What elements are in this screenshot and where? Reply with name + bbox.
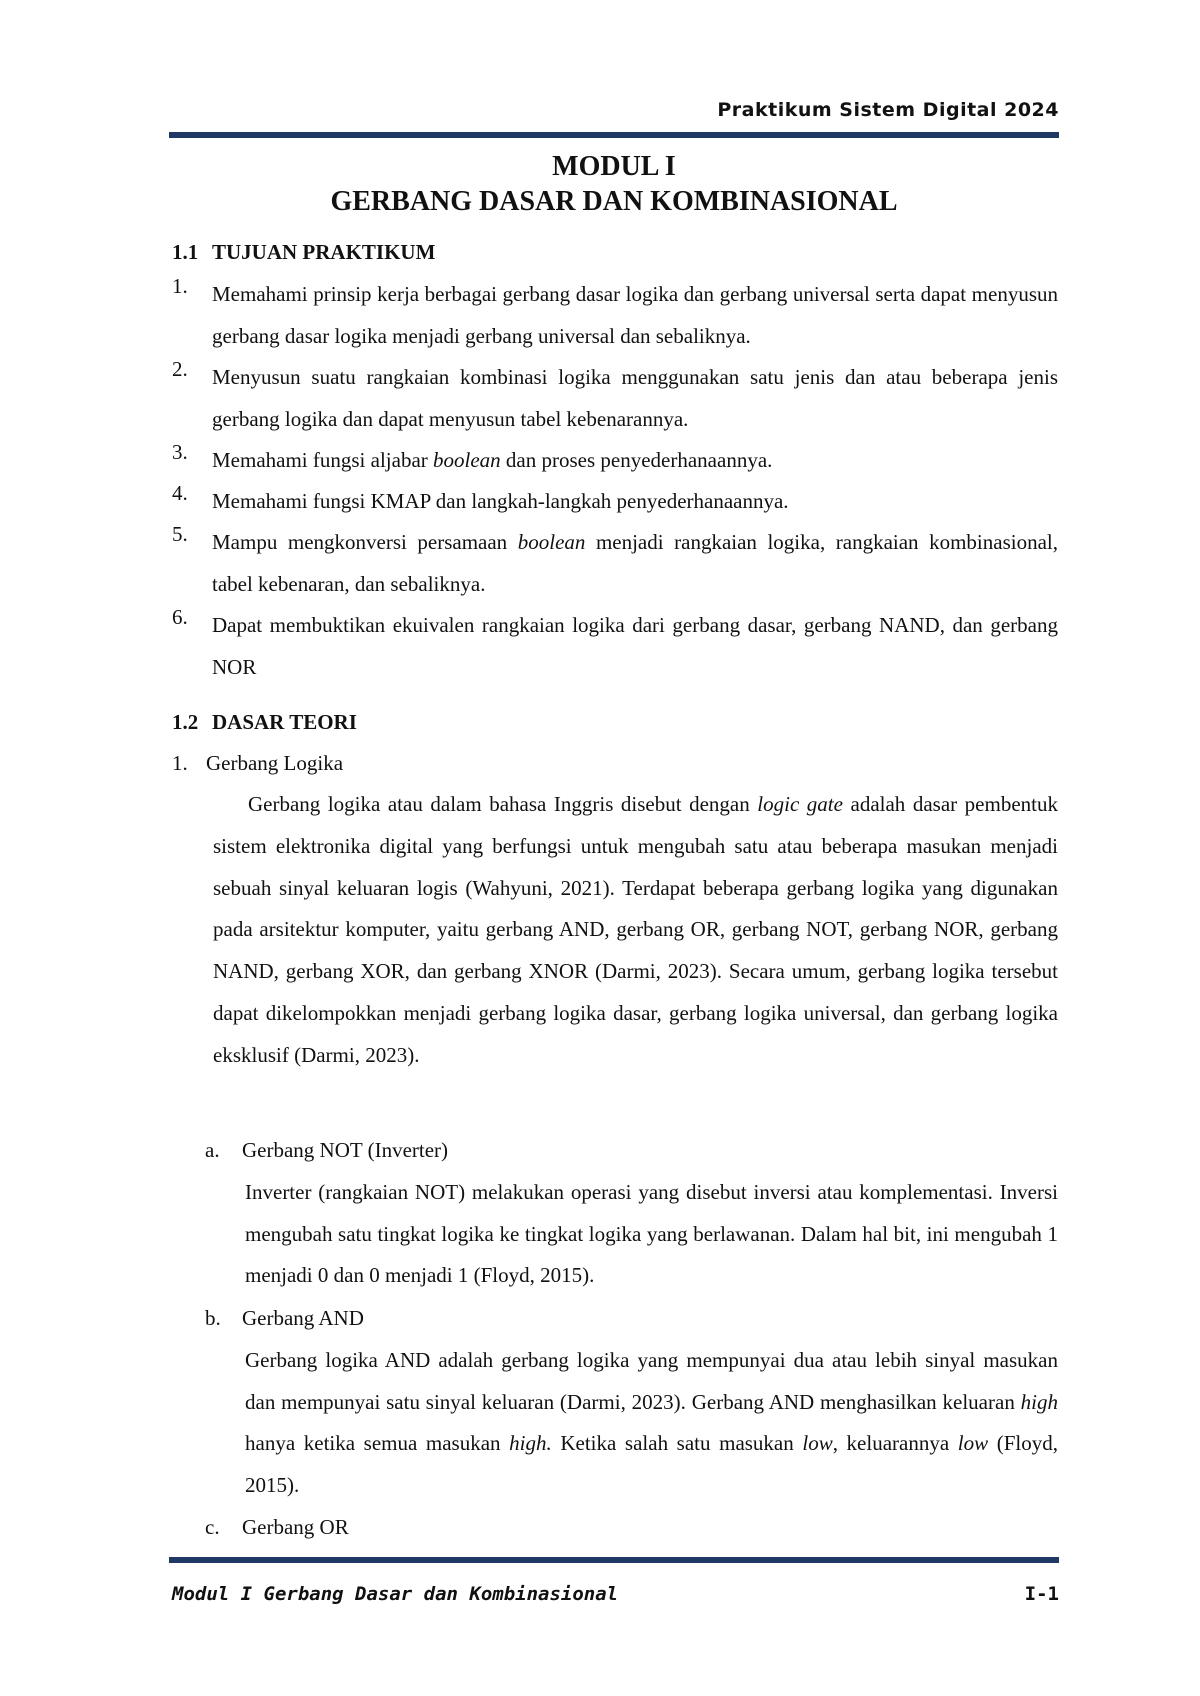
or-gate-heading: c. Gerbang OR [205,1515,349,1539]
page-number: I-1 [1024,1583,1059,1605]
running-header: Praktikum Sistem Digital 2024 [717,99,1059,121]
section-heading-tujuan [172,240,435,265]
and-gate-heading: b. Gerbang AND [205,1306,364,1330]
not-gate-paragraph: Inverter (rangkaian NOT) melakukan operasi yang disebut inversi atau komplementasi. Inversi mengubah satu tingkat logika ke tingkat logika yang berlawanan. Dalam hal bit, ini mengubah 1 menjadi 0 dan 0 menjadi 1 (Floyd, 2015). [245,1180,1058,1287]
module-subtitle: GERBANG DASAR DAN KOMBINASIONAL [330,186,898,217]
subsection-heading: 1. Gerbang Logika [172,751,344,775]
intro-paragraph: Gerbang logika atau dalam bahasa Inggris disebut dengan logic gate adalah dasar pembentuk sistem elektronika digital yang berfungsi untuk mengubah satu atau beberapa masukan menjadi sebuah sinyal keluaran logis (Wahyuni, 2021). Terdapat beberapa gerbang logika yang digunakan pada arsitektur komputer, yaitu gerbang AND, gerbang OR, gerbang NOT, gerbang NOR, gerbang NAND, gerbang XOR, dan gerbang XNOR (Darmi, 2023). Secara umum, gerbang logika tersebut dapat dikelompokkan menjadi gerbang logika dasar, gerbang logika universal, dan gerbang logika eksklusif (Darmi, 2023). [213,792,1058,1067]
section-heading-dasar-teori [172,710,357,735]
footer-module-title: Modul I Gerbang Dasar dan Kombinasional [172,1583,619,1605]
section-number: 1.2 [172,710,199,734]
section-title: TUJUAN PRAKTIKUM [212,240,436,264]
module-title: MODUL I [552,151,676,182]
and-gate-paragraph: Gerbang logika AND adalah gerbang logika yang mempunyai dua atau lebih sinyal masukan dan mempunyai satu sinyal keluaran (Darmi, 2023). Gerbang AND menghasilkan keluaran high hanya ketika semua masukan high. Ketika salah satu masukan low, keluarannya low (Floyd, 2015). [245,1348,1058,1497]
footer-rule [169,1557,1059,1563]
section-number: 1.1 [172,240,199,264]
not-gate-heading: a. Gerbang NOT (Inverter) [205,1138,449,1162]
section-title: DASAR TEORI [212,710,357,734]
document-page: Praktikum Sistem Digital 2024 MODUL I GERBANG DASAR DAN KOMBINASIONAL 1.1 TUJUAN PRAKTIKUM 1. Memahami prinsip kerja berbagai gerbang dasar logika dan gerbang universal serta dapat menyusun gerbang dasar logika menjadi gerbang universal dan sebaliknya. 2. Menyusun suatu rangkaian kombinasi logika menggunakan satu jenis dan atau beberapa jenis gerbang logika dan dapat menyusun tabel kebenarannya. 3. Memahami fungsi aljabar boolean dan proses penyederhanaannya. 4. Memahami fungsi KMAP dan langkah-langkah penyederhanaannya. 5. Mampu mengkonversi persamaan boolean menjadi rangkaian logika, rangkaian kombinasional, tabel kebenaran, dan sebaliknya. 6. Dapat membuktikan ekuivalen rangkaian logika dari gerbang dasar, gerbang NAND, dan gerbang NOR 1.2 DASAR TEORI 1. Gerbang Logika Gerbang logika atau dalam bahasa Inggris disebut dengan logic gate adalah dasar pembentuk sistem elektronika digital yang berfungsi untuk mengubah satu atau beberapa masukan menjadi sebuah sinyal keluaran logis (Wahyuni, 2021). Terdapat beberapa gerbang logika yang digunakan pada arsitektur komputer, yaitu gerbang AND, gerbang OR, gerbang NOT, gerbang NOR, gerbang NAND, gerbang XOR, dan gerbang XNOR (Darmi, 2023). Secara umum, gerbang logika tersebut dapat dikelompokkan menjadi gerbang logika dasar, gerbang logika universal, dan gerbang logika eksklusif (Darmi, 2023). a. Gerbang NOT (Inverter) Inverter (rangkaian NOT) melakukan operasi yang disebut inversi atau komplementasi. Inversi mengubah satu tingkat logika ke tingkat logika yang berlawanan. Dalam hal bit, ini mengubah 1 menjadi 0 dan 0 menjadi 1 (Floyd, 2015). b. Gerbang AND Gerbang logika AND adalah gerbang logika yang mempunyai dua atau lebih sinyal masukan dan mempunyai satu sinyal keluaran (Darmi, 2023). Gerbang AND menghasilkan keluaran high hanya ketika semua masukan high. Ketika salah satu masukan low, keluarannya low (Floyd, 2015). c. Gerbang OR Modul I Gerbang Dasar dan Kombinasional I-1 [0,0,1200,1696]
header-rule [169,132,1059,138]
